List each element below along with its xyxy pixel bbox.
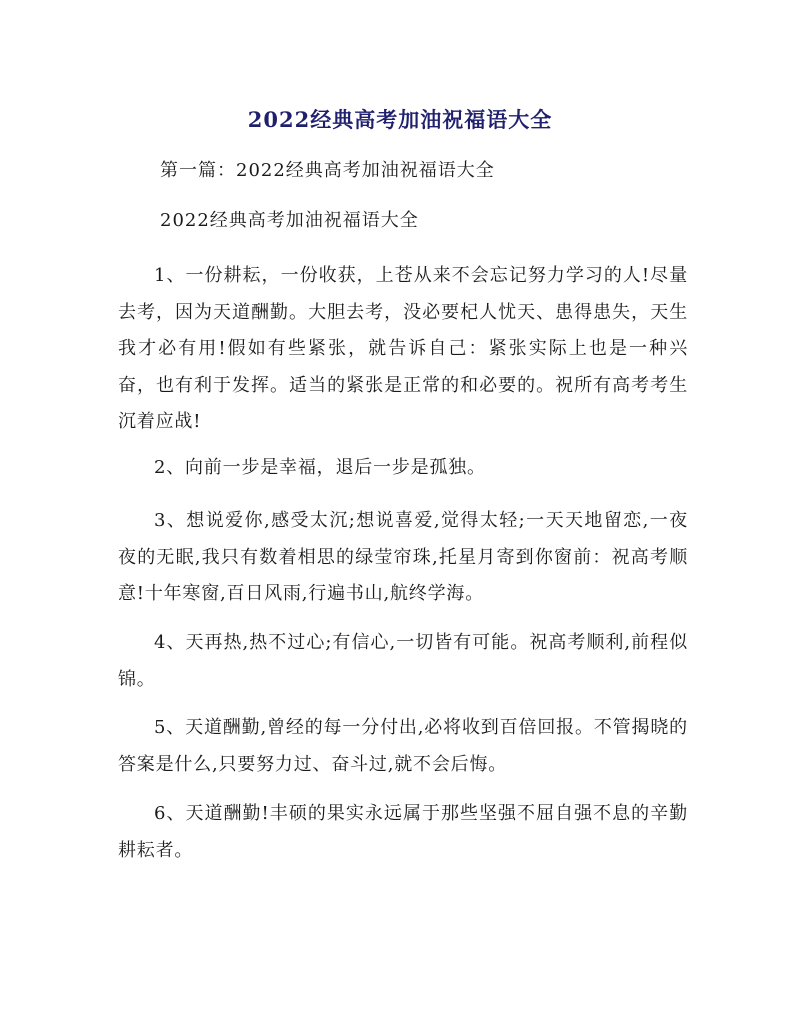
- document-title: 2022经典高考加油祝福语大全: [247, 107, 553, 132]
- paragraph-3: 3、想说爱你,感受太沉;想说喜爱,觉得太轻;一天天地留恋,一夜夜的无眠,我只有数着相思的绿莹帘珠,托星月寄到你窗前：祝高考顺意!十年寒窗,百日风雨,行遍书山,航终学海。: [118, 510, 688, 604]
- paragraph-1: 1、一份耕耘，一份收获，上苍从来不会忘记努力学习的人!尽量去考，因为天道酬勤。大胆去考，没必要杞人忧天、患得患失，天生我才必有用!假如有些紧张，就告诉自己：紧张实际上也是一种兴奋，也有利于发挥。适当的紧张是正常的和必要的。祝所有高考考生沉着应战!: [118, 265, 688, 432]
- paragraph-4: 4、天再热,热不过心;有信心,一切皆有可能。祝高考顺利,前程似锦。: [118, 632, 688, 690]
- paragraph-6: 6、天道酬勤!丰硕的果实永远属于那些坚强不屈自强不息的辛勤耕耘者。: [118, 803, 688, 861]
- subheading: 2022经典高考加油祝福语大全: [160, 210, 419, 231]
- section-heading: 第一篇：2022经典高考加油祝福语大全: [160, 160, 495, 181]
- paragraph-2: 2、向前一步是幸福，退后一步是孤独。: [154, 457, 486, 478]
- paragraph-5: 5、天道酬勤,曾经的每一分付出,必将收到百倍回报。不管揭晓的答案是什么,只要努力过、奋斗过,就不会后悔。: [118, 717, 688, 775]
